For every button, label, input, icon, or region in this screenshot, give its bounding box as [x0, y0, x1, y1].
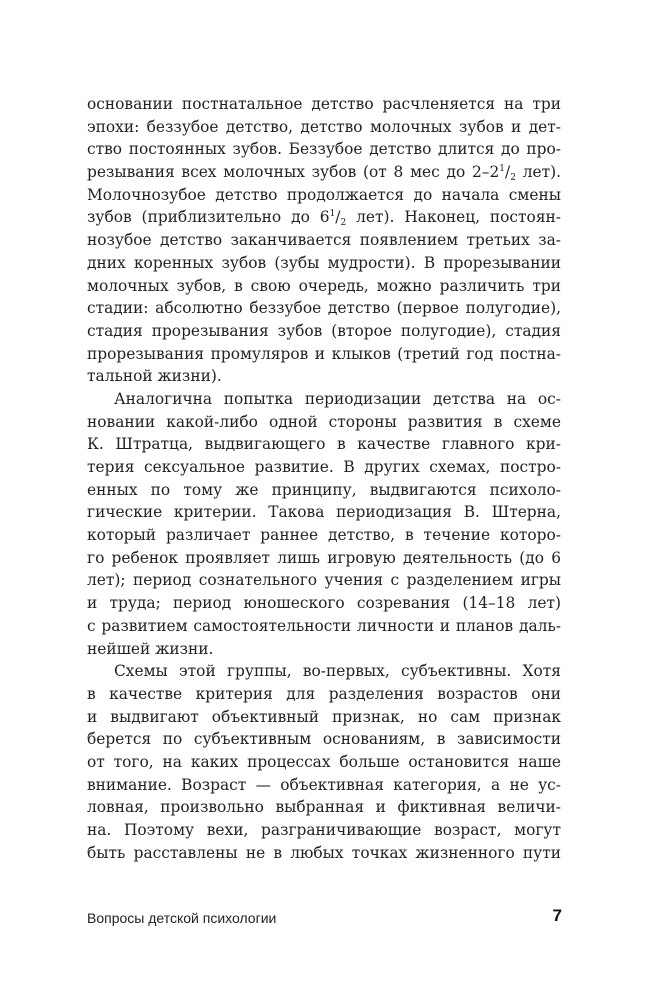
text-line: стадии: абсолютно беззубое детство (первое полугодие),: [87, 299, 561, 318]
text-line: нейшей жизни.: [87, 639, 214, 658]
text-line: терия сексуальное развитие. В других схемах, постро-: [87, 458, 561, 476]
fraction-numerator: 1: [329, 209, 336, 220]
text-segment: зубов (приблизительно до 6: [87, 208, 330, 227]
text-line: эпохи: беззубое детство, детство молочных зубов и дет-: [87, 117, 561, 136]
text-line: молочных зубов, в свою очередь, можно различить три: [87, 276, 561, 295]
text-line: нозубое детство заканчивается появлением третьих за-: [87, 231, 561, 250]
body-text: [87, 93, 561, 864]
text-line: ство постоянных зубов. Беззубое детство длится до про-: [87, 140, 561, 159]
text-line: внимание. Возраст — объективная категория, а не ус-: [87, 775, 561, 794]
text-line: енных по тому же принципу, выдвигаются психоло-: [87, 480, 561, 499]
fraction-denominator: 2: [340, 218, 347, 229]
text-line: [87, 206, 561, 229]
paragraph: [87, 388, 561, 660]
text-line: на. Поэтому вехи, разграничивающие возраст, могут: [87, 821, 561, 839]
fraction-numerator: 1: [499, 164, 506, 175]
text-line: основании постнатальное детство расчленяется на три: [87, 95, 561, 113]
text-line: Аналогична попытка периодизации детства на ос-: [114, 389, 561, 408]
fraction-denominator: 2: [510, 173, 516, 184]
running-footer-title: Вопросы детской психологии: [87, 910, 277, 926]
fraction-slash: /: [505, 163, 511, 182]
text-segment: резывания всех молочных зубов (от 8 мес до 2–2: [87, 163, 500, 182]
text-line: новании какой-либо одной стороны развития в схеме: [87, 412, 561, 431]
text-line: гические критерии. Такова периодизация В. Штерна,: [87, 503, 561, 522]
text-line: от того, на каких процессах больше остановится наше: [87, 752, 561, 771]
text-line: который различает раннее детство, в течение которо-: [87, 526, 561, 545]
text-line: лет); период сознательного учения с разделением игры: [87, 571, 561, 590]
fraction-slash: /: [335, 208, 341, 227]
text-line: в качестве критерия для разделения возрастов они: [87, 684, 561, 703]
text-line: го ребенок проявляет лишь игровую деятельность (до 6: [87, 548, 561, 567]
text-segment: лет).: [515, 163, 561, 182]
page-number: 7: [552, 906, 562, 925]
text-line: дних коренных зубов (зубы мудрости). В прорезывании: [87, 253, 561, 272]
paragraph: [87, 660, 561, 864]
text-line: К. Штратца, выдвигающего в качестве главного кри-: [87, 435, 561, 454]
text-line: Молочнозубое детство продолжается до начала смены: [87, 185, 561, 204]
text-line: с развитием самостоятельности личности и планов даль-: [87, 616, 561, 635]
text-line: тальной жизни).: [87, 367, 222, 386]
text-line: ловная, произвольно выбранная и фиктивная величи-: [87, 798, 561, 817]
text-line: [87, 161, 561, 184]
text-line: и выдвигают объективный признак, но сам признак: [87, 707, 561, 726]
text-line: быть расставлены не в любых точках жизненного пути: [87, 843, 561, 862]
text-line: Схемы этой группы, во-первых, субъективны. Хотя: [114, 662, 561, 681]
text-line: стадия прорезывания зубов (второе полугодие), стадия: [87, 321, 561, 340]
text-line: берется по субъективным основаниям, в зависимости: [87, 730, 561, 749]
text-line: прорезывания промуляров и клыков (третий год постна-: [87, 344, 561, 363]
text-segment: лет). Наконец, постоян-: [346, 208, 561, 227]
text-line: и труда; период юношеского созревания (14–18 лет): [87, 594, 561, 613]
paragraph: [87, 93, 561, 388]
